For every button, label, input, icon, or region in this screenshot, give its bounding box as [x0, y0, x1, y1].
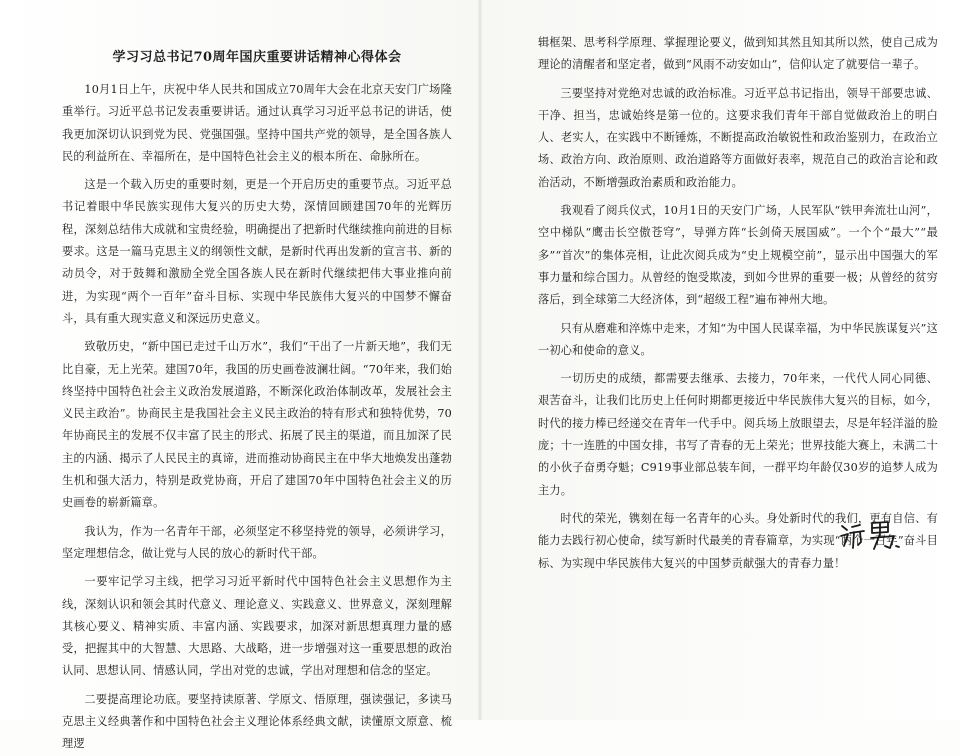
right-page	[482, 0, 960, 720]
document-title: 学习习总书记70周年国庆重要讲话精神心得体会	[112, 50, 402, 65]
paragraph: 我观看了阅兵仪式，10月1日的天安门广场，人民军队“铁甲奔流壮山河”，空中梯队“鹰击长空傲苍穹”，导弹方阵“长剑倚天展国威”。一个个“最大”“最多”“首次”的集体亮相，让此次阅兵成为“史上规模空前”，显示出中国强大的军事力量和综合国力。从曾经的饱受欺凌，到如今世界的重要一极；从曾经的贫穷落后，到全球第二大经济体，到“超级工程”遍布神州大地。	[538, 204, 938, 307]
paragraph: 只有从磨难和淬炼中走来，才知“为中国人民谋幸福，为中华民族谋复兴”这一初心和使命的意义。	[538, 321, 938, 357]
paragraph: 致敬历史，“新中国已走过千山万水”，我们“干出了一片新天地”，我们无比自豪，无上光荣。建国70年，我国的历史画卷波澜壮阔。“70年来，我们始终坚持中国特色社会主义政治发展道路，不断深化政治体制改革，发展社会主义民主政治”。协商民主是我国社会主义民主政治的特有形式和独特优势，70年协商民主的发展不仅丰富了民主的形式、拓展了民主的渠道，而且加深了民主的内涵、揭示了人民民主的真谛，进而推动协商民主在中华大地焕发出蓬勃生机和强大活力，特别是政党协商，开启了建国70年中国特色社会主义的历史画卷的崭新篇章。	[62, 340, 452, 510]
left-page	[0, 0, 478, 751]
paragraph: 10月1日上午，庆祝中华人民共和国成立70周年大会在北京天安门广场隆重举行。习近平总书记发表重要讲话。通过认真学习习近平总书记的讲话，使我更加深切认识到党为民、党强国强。坚持中国共产党的领导，是全国各族人民的利益所在、幸福所在，是中国特色社会主义的根本所在、命脉所在。	[62, 83, 452, 163]
paragraph: 这是一个载入历史的重要时刻，更是一个开启历史的重要节点。习近平总书记着眼中华民族实现伟大复兴的历史大势，深情回顾建国70年的光辉历程，深刻总结伟大成就和宝贵经验，明确提出了把新时代继续推向前进的目标要求。这是一篇马克思主义的纲领性文献，是新时代再出发新的宣言书、新的动员令，对于鼓舞和激励全党全国各族人民在新时代继续把伟大事业推向前进，为实现“两个一百年”奋斗目标、实现中华民族伟大复兴的中国梦不懈奋斗，具有重大现实意义和深远历史意义。	[62, 178, 452, 325]
paragraph-continued: 辑框架、思考科学原理、掌握理论要义，做到知其然且知其所以然，使自己成为理论的清醒者和坚定者，做到“风雨不动安如山”，信仰认定了就要信一辈子。	[538, 36, 938, 72]
signature-mark	[838, 518, 902, 552]
paragraph: 二要提高理论功底。要坚持读原著、学原文、悟原理，强读强记，多读马克思主义经典著作和中国特色社会主义理论体系经典文献，读懂原文原意、梳理逻	[62, 692, 452, 751]
paragraph: 三要坚持对党绝对忠诚的政治标准。习近平总书记指出，领导干部要忠诚、干净、担当，忠诚始终是第一位的。这要求我们青年干部自觉做政治上的明白人、老实人，在实践中不断锤炼，不断提高政治敏锐性和政治鉴别力，在政治立场、政治方向、政治原则、政治道路等方面做好表率，规范自己的政治言论和政治活动，不断增强政治素质和政治能力。	[538, 86, 938, 189]
paragraph: 一切历史的成绩，都需要去继承、去接力，70年来，一代代人同心同德、艰苦奋斗，让我们比历史上任何时期都更接近中华民族伟大复兴的目标，如今，时代的接力棒已经递交在青年一代手中。阅兵场上放眼望去，尽是年轻洋溢的脸庞；十一连胜的中国女排，书写了青春的无上荣光；世界技能大赛上，未满二十的小伙子奋勇夺魁；C919事业部总装车间，一群平均年龄仅30岁的追梦人成为主力。	[538, 372, 938, 497]
handwritten-signature	[838, 518, 902, 552]
paragraph: 时代的荣光，镌刻在每一名青年的心头。身处新时代的我们，更有自信、有能力去践行初心使命，续写新时代最美的青春篇章，为实现“两个一百年”奋斗目标、为实现中华民族伟大复兴的中国梦贡献强大的青春力量！	[538, 511, 938, 570]
paragraph: 我认为，作为一名青年干部，必须坚定不移坚持党的领导，必须讲学习，坚定理想信念，做让党与人民的放心的新时代干部。	[62, 524, 452, 560]
paragraph: 一要牢记学习主线，把学习习近平新时代中国特色社会主义思想作为主线，深刻认识和领会其时代意义、理论意义、实践意义、世界意义，深刻理解其核心要义、精神实质、丰富内涵、实践要求，加深对新思想真理力量的感受，把握其中的大智慧、大思路、大战略，进一步增强对这一重要思想的政治认同、思想认同、情感认同，学出对党的忠诚，学出对理想和信念的坚定。	[62, 575, 452, 678]
